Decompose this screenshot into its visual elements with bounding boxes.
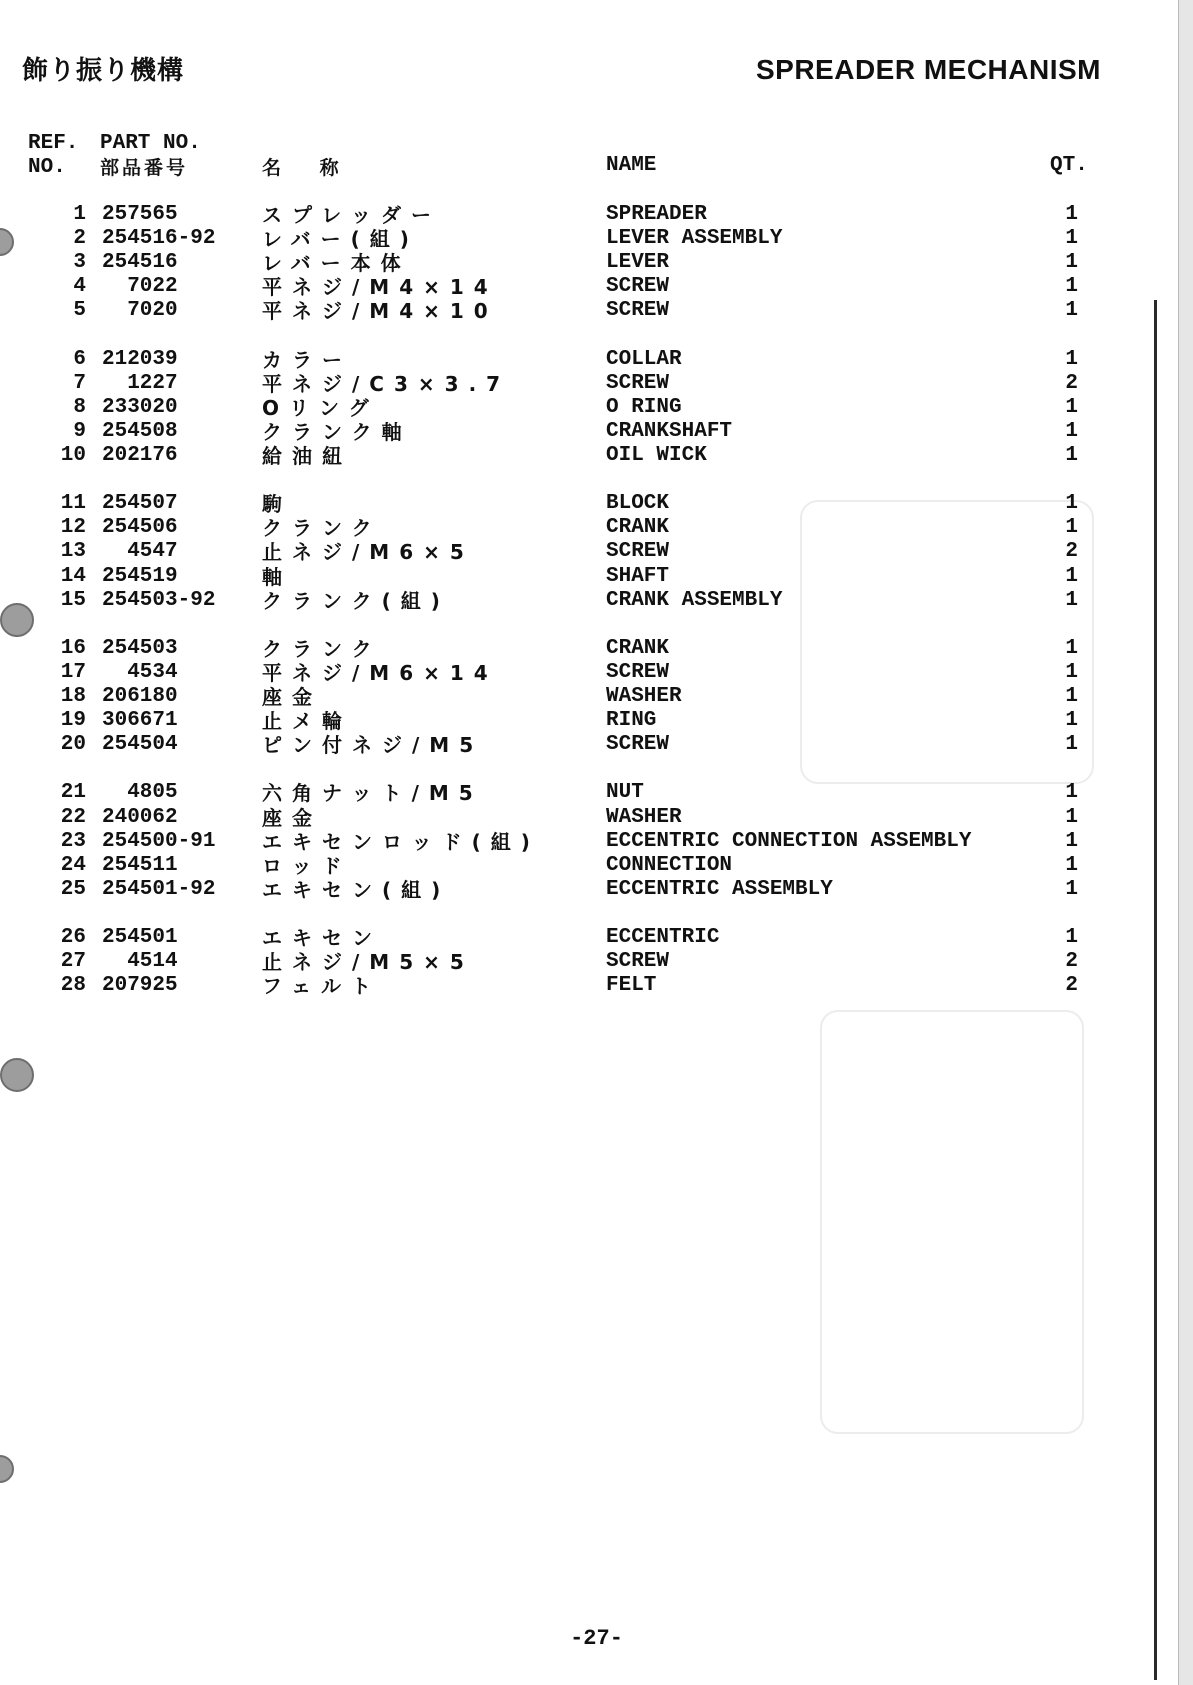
binder-hole: [0, 1455, 14, 1483]
ref-no: 3: [73, 251, 86, 274]
quantity: 1: [1065, 227, 1078, 250]
jp-name: ロッド: [262, 854, 352, 878]
ref-no: 18: [60, 685, 86, 708]
page-edge: [1178, 0, 1193, 1685]
part-name: CRANK: [606, 516, 670, 539]
jp-name: 駒: [262, 492, 292, 516]
jp-name: 給油紐: [262, 444, 352, 468]
part-name: FELT: [606, 974, 657, 997]
part-number: 254511: [102, 854, 178, 877]
part-name: SCREW: [606, 540, 670, 563]
ref-no: 11: [60, 492, 86, 515]
jp-name: カラー: [262, 348, 352, 372]
page-title-jp: 飾り振り機構: [22, 56, 185, 86]
quantity: 1: [1065, 492, 1078, 515]
quantity: 1: [1065, 661, 1078, 684]
quantity: 1: [1065, 685, 1078, 708]
quantity: 1: [1065, 516, 1078, 539]
part-number: 254503: [102, 637, 178, 660]
jp-name: エキセンロッド(組): [262, 830, 540, 854]
ref-no: 2: [73, 227, 86, 250]
ref-no: 22: [60, 806, 86, 829]
ref-no: 17: [60, 661, 86, 684]
jp-name: 平ネジ/M6×14: [262, 661, 498, 685]
quantity: 1: [1065, 830, 1078, 853]
quantity: 2: [1065, 372, 1078, 395]
ref-no: 15: [60, 589, 86, 612]
quantity: 1: [1065, 565, 1078, 588]
ref-no: 16: [60, 637, 86, 660]
part-number: 254504: [102, 733, 178, 756]
jp-name: クランク軸: [262, 420, 412, 444]
jp-name: 軸: [262, 565, 292, 589]
part-name: CRANK: [606, 637, 670, 660]
part-name: SCREW: [606, 950, 670, 973]
part-number: 207925: [102, 974, 178, 997]
part-name: ECCENTRIC CONNECTION ASSEMBLY: [606, 830, 972, 853]
part-name: WASHER: [606, 806, 682, 829]
part-number: 240062: [102, 806, 178, 829]
page-title-en: SPREADER MECHANISM: [755, 54, 1101, 85]
part-name: SPREADER: [606, 203, 707, 226]
part-name: OIL WICK: [606, 444, 707, 467]
part-number: 254519: [102, 565, 178, 588]
quantity: 1: [1065, 203, 1078, 226]
jp-name: Oリング: [262, 396, 379, 420]
quantity: 2: [1065, 950, 1078, 973]
jp-name: クランク: [262, 516, 382, 540]
part-name: SCREW: [606, 661, 670, 684]
part-name: SCREW: [606, 275, 670, 298]
quantity: 1: [1065, 396, 1078, 419]
jp-name: フェルト: [262, 974, 381, 998]
binder-hole: [0, 228, 14, 256]
part-number: 233020: [102, 396, 178, 419]
jp-name: 止ネジ/M5×5: [262, 950, 474, 974]
part-number: 254507: [102, 492, 178, 515]
part-name: SCREW: [606, 299, 670, 322]
jp-name: クランク(組): [262, 589, 450, 613]
quantity: 1: [1065, 348, 1078, 371]
quantity: 1: [1065, 444, 1078, 467]
jp-name: 止ネジ/M6×5: [262, 540, 474, 564]
ref-no: 12: [60, 516, 86, 539]
part-number: 254500-91: [102, 830, 216, 853]
jp-name: 平ネジ/M4×14: [262, 275, 498, 299]
ref-no: 14: [60, 565, 86, 588]
quantity: 1: [1065, 878, 1078, 901]
ref-no: 19: [60, 709, 86, 732]
part-name: LEVER ASSEMBLY: [606, 227, 783, 250]
quantity: 1: [1065, 733, 1078, 756]
part-number: 7022: [102, 275, 178, 298]
part-number: 7020: [102, 299, 178, 322]
jp-name: 座金: [262, 685, 322, 709]
jp-name: ピン付ネジ/M5: [262, 733, 484, 757]
col-header-name: NAME: [606, 154, 657, 177]
part-name: LEVER: [606, 251, 670, 274]
ref-no: 6: [73, 348, 86, 371]
part-name: RING: [606, 709, 657, 732]
part-name: CONNECTION: [606, 854, 733, 877]
part-number: 254508: [102, 420, 178, 443]
col-header-jp-name: 名 称: [262, 157, 355, 179]
ref-no: 13: [60, 540, 86, 563]
binding-line: [1154, 300, 1157, 1680]
quantity: 1: [1065, 781, 1078, 804]
ref-no: 9: [73, 420, 86, 443]
col-header-qty: QT.: [1050, 154, 1088, 177]
part-number: 254506: [102, 516, 178, 539]
part-number: 306671: [102, 709, 178, 732]
part-name: NUT: [606, 781, 644, 804]
ref-no: 5: [73, 299, 86, 322]
part-number: 1227: [102, 372, 178, 395]
part-number: 206180: [102, 685, 178, 708]
ref-no: 4: [73, 275, 86, 298]
part-number: 202176: [102, 444, 178, 467]
ref-no: 27: [60, 950, 86, 973]
jp-name: 六角ナット/M5: [262, 781, 483, 805]
quantity: 1: [1065, 299, 1078, 322]
jp-name: 止メ輪: [262, 709, 352, 733]
ref-no: 10: [60, 444, 86, 467]
col-header-part-line1: PART NO.: [100, 132, 201, 155]
col-header-part-line2: 部品番号: [100, 157, 189, 179]
quantity: 1: [1065, 589, 1078, 612]
jp-name: レバー本体: [262, 251, 411, 275]
ref-no: 28: [60, 974, 86, 997]
jp-name: スプレッダー: [262, 203, 441, 227]
ref-no: 8: [73, 396, 86, 419]
part-number: 257565: [102, 203, 178, 226]
part-number: 4547: [102, 540, 178, 563]
quantity: 2: [1065, 540, 1078, 563]
jp-name: レバー(組): [262, 227, 419, 251]
part-number: 254516-92: [102, 227, 216, 250]
jp-name: 平ネジ/C3×3.7: [262, 372, 511, 396]
part-number: 212039: [102, 348, 178, 371]
jp-name: エキセン: [262, 926, 382, 950]
part-number: 4514: [102, 950, 178, 973]
part-name: O RING: [606, 396, 682, 419]
quantity: 1: [1065, 709, 1078, 732]
ref-no: 7: [73, 372, 86, 395]
quantity: 2: [1065, 974, 1078, 997]
part-name: COLLAR: [606, 348, 682, 371]
part-number: 4805: [102, 781, 178, 804]
binder-hole: [0, 603, 34, 637]
binder-hole: [0, 1058, 34, 1092]
quantity: 1: [1065, 637, 1078, 660]
part-number: 254503-92: [102, 589, 216, 612]
bleed-through-outline: [800, 500, 1094, 784]
jp-name: エキセン(組): [262, 878, 451, 902]
part-name: SCREW: [606, 372, 670, 395]
part-name: CRANK ASSEMBLY: [606, 589, 783, 612]
jp-name: 平ネジ/M4×10: [262, 299, 498, 323]
quantity: 1: [1065, 420, 1078, 443]
ref-no: 24: [60, 854, 86, 877]
part-name: SHAFT: [606, 565, 670, 588]
jp-name: 座金: [262, 806, 322, 830]
part-name: ECCENTRIC ASSEMBLY: [606, 878, 833, 901]
quantity: 1: [1065, 926, 1078, 949]
ref-no: 20: [60, 733, 86, 756]
ref-no: 23: [60, 830, 86, 853]
part-name: WASHER: [606, 685, 682, 708]
part-name: CRANKSHAFT: [606, 420, 733, 443]
part-number: 254501-92: [102, 878, 216, 901]
ref-no: 25: [60, 878, 86, 901]
bleed-through-outline: [820, 1010, 1084, 1434]
quantity: 1: [1065, 275, 1078, 298]
part-number: 4534: [102, 661, 178, 684]
ref-no: 21: [60, 781, 86, 804]
ref-no: 1: [73, 203, 86, 226]
quantity: 1: [1065, 251, 1078, 274]
part-name: BLOCK: [606, 492, 670, 515]
quantity: 1: [1065, 806, 1078, 829]
part-number: 254516: [102, 251, 178, 274]
part-name: ECCENTRIC: [606, 926, 720, 949]
ref-no: 26: [60, 926, 86, 949]
part-name: SCREW: [606, 733, 670, 756]
quantity: 1: [1065, 854, 1078, 877]
col-header-ref-line1: REF.: [28, 132, 79, 155]
part-number: 254501: [102, 926, 178, 949]
jp-name: クランク: [262, 637, 382, 661]
col-header-ref-line2: NO.: [28, 156, 66, 179]
page-number: -27-: [570, 1626, 623, 1651]
